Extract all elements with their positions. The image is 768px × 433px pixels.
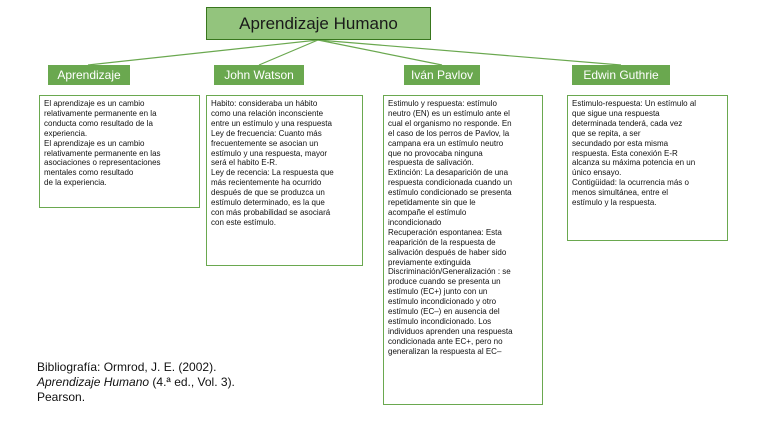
label-ivan-pavlov: Iván Pavlov <box>404 65 480 85</box>
text-ivan-pavlov: Estimulo y respuesta: estímulo neutro (EN) es un estímulo ante el cual el organismo no responde. En el caso de los perros de Pavlov, la campana era un estímulo neutro que no provocaba ninguna respuesta de salivación. Extinción: La desaparición de una respuesta condicionada cuando un estímulo condicionado se presenta repetidamente sin que le acompañe el estímulo incondicionado Recuperación espontanea: Esta reaparición de la respuesta de salivación después de haber sido previamente extinguida Discriminación/Generalización : se produce cuando se presenta un estímulo (EC+) junto con un estímulo incondicionado y otro estímulo (EC–) en ausencia del estímulo incondicionado. Los individuos aprenden una respuesta condicionada ante EC+, pero no generalizan la respuesta al EC– <box>388 99 513 356</box>
text-edwin-guthrie: Estimulo-respuesta: Un estímulo al que sigue una respuesta determinada tenderá, cada vez que se repita, a ser secundado por esta misma respuesta. Esta conexión E-R alcanza su máxima potencia en un único ensayo. Contigüidad: la ocurrencia más o menos simultánea, entre el estímulo y la respuesta. <box>572 99 697 208</box>
diagram-title: Aprendizaje Humano <box>206 7 431 40</box>
box-aprendizaje <box>39 95 200 208</box>
bibliography-book-title: Aprendizaje Humano <box>37 375 150 389</box>
box-ivan-pavlov <box>383 95 543 405</box>
text-john-watson: Habito: consideraba un hábito como una relación inconsciente entre un estímulo y una respuesta Ley de frecuencia: Cuanto más frecuentemente se asocian un estímulo y una respuesta, mayor será el habito E-R. Ley de recencia: La respuesta que más recientemente ha ocurrido después de que se produzca un estímulo determinado, es la que con más probabilidad se asociará con este estímulo. <box>211 99 334 227</box>
bibliography-publisher: Pearson. <box>37 390 86 404</box>
connector-ivan-pavlov <box>318 40 442 65</box>
bibliography <box>37 360 337 405</box>
connector-aprendizaje <box>88 40 318 65</box>
label-john-watson: John Watson <box>214 65 304 85</box>
text-aprendizaje: El aprendizaje es un cambio relativamente permanente en la conducta como resultado de la experiencia. El aprendizaje es un cambio relativamente permanente en las asociaciones o representaciones mentales como resultado de la experiencia. <box>44 99 161 188</box>
label-edwin-guthrie: Edwin Guthrie <box>572 65 670 85</box>
box-john-watson <box>206 95 363 266</box>
bibliography-edition: (4.ª ed., Vol. 3). <box>149 375 235 389</box>
bibliography-line-2 <box>37 375 337 390</box>
connector-edwin-guthrie <box>318 40 621 65</box>
box-edwin-guthrie <box>567 95 728 241</box>
bibliography-line-1: Bibliografía: Ormrod, J. E. (2002). <box>37 360 217 374</box>
label-aprendizaje: Aprendizaje <box>48 65 130 85</box>
